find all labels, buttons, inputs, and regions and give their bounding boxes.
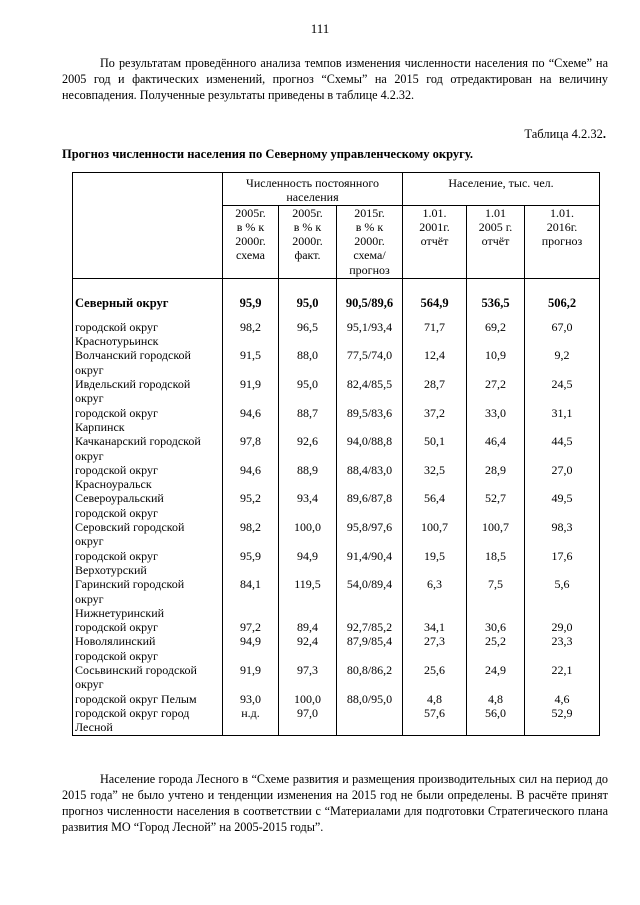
header-empty-cell	[73, 173, 223, 279]
value: 84,1	[240, 577, 261, 592]
value: 69,2	[485, 319, 506, 334]
value-cell	[403, 463, 467, 492]
table-row	[73, 377, 600, 406]
value: 30,6	[485, 619, 506, 634]
value: 91,9	[240, 663, 261, 678]
district-name: Новолялинский	[75, 634, 156, 649]
value-cell	[337, 634, 403, 663]
value: 93,0	[240, 691, 261, 706]
value: 95,2	[240, 491, 261, 506]
table-row	[73, 663, 600, 692]
value-cell	[467, 663, 525, 692]
value: 54,0/89,4	[346, 577, 393, 592]
value: 18,5	[485, 548, 506, 563]
value-cell	[337, 577, 403, 606]
value-cell	[337, 491, 403, 520]
value-cell	[337, 377, 403, 406]
value-cell	[467, 606, 525, 635]
header-col-line: в % к	[293, 219, 322, 234]
header-col-5	[467, 205, 525, 278]
value-cell	[223, 491, 279, 520]
value-cell	[467, 692, 525, 706]
header-col-line: 1.01.	[422, 205, 447, 220]
value: 24,5	[551, 377, 573, 392]
district-name: округ	[75, 362, 104, 377]
header-col-line: 2016г.	[546, 219, 578, 234]
district-name: Красноуральск	[75, 477, 152, 492]
value-cell	[403, 491, 467, 520]
value-cell	[467, 434, 525, 463]
value: 46,4	[485, 434, 506, 449]
value: 89,4	[297, 619, 318, 634]
value-cell	[223, 606, 279, 635]
value: 98,2	[240, 520, 261, 535]
value-cell	[403, 434, 467, 463]
district-name: городской округ	[75, 505, 158, 520]
value: 80,8/86,2	[346, 663, 393, 678]
value-cell	[467, 491, 525, 520]
value: 49,5	[551, 491, 573, 506]
value-cell	[223, 320, 279, 349]
value: 87,9/85,4	[346, 634, 393, 649]
value-cell	[223, 692, 279, 706]
header-col-line: прогноз	[349, 262, 390, 277]
district-name-cell	[73, 406, 223, 435]
value: 71,7	[424, 319, 445, 334]
district-name: Лесной	[75, 720, 113, 735]
value: 88,0/95,0	[346, 691, 393, 706]
value: н.д.	[241, 705, 260, 720]
value: 95,9	[240, 548, 261, 563]
district-name-cell	[73, 434, 223, 463]
value-cell	[467, 520, 525, 549]
value: 88,4/83,0	[346, 462, 393, 477]
header-col-line: 1.01.	[550, 205, 574, 220]
value-cell	[279, 549, 337, 578]
table-row	[73, 520, 600, 549]
value: 97,0	[297, 705, 318, 720]
value-cell	[337, 406, 403, 435]
value-cell	[403, 634, 467, 663]
value-cell	[279, 706, 337, 735]
value: 12,4	[424, 348, 445, 363]
value: 34,1	[424, 619, 445, 634]
value: 94,6	[240, 462, 261, 477]
header-col-line: 2000г.	[235, 234, 266, 249]
value: 27,0	[551, 462, 573, 477]
value: 95,1/93,4	[346, 319, 393, 334]
district-name: Гаринский городской	[75, 577, 185, 592]
header-col-2	[279, 205, 337, 278]
value: 89,5/83,6	[346, 405, 393, 420]
district-name: городской округ город	[75, 705, 190, 720]
table-row	[73, 692, 600, 706]
header-col-line: схема/	[353, 248, 386, 263]
header-col-line: 2000г.	[354, 234, 385, 249]
value: 97,2	[240, 619, 261, 634]
value-cell	[223, 706, 279, 735]
value-cell	[337, 520, 403, 549]
header-col-line: в % к	[236, 219, 265, 234]
district-name: Волчанский городской	[75, 348, 191, 363]
district-name: Верхотурский	[75, 562, 147, 577]
header-col-line: отчёт	[420, 234, 449, 249]
value-cell	[279, 577, 337, 606]
value: 88,9	[297, 462, 318, 477]
table-row	[73, 348, 600, 377]
district-name: городской округ	[75, 319, 158, 334]
district-name: округ	[75, 677, 104, 692]
district-name: округ	[75, 534, 104, 549]
value-cell	[525, 663, 600, 692]
value: 100,0	[294, 520, 321, 535]
value-cell	[223, 377, 279, 406]
header-group-population-thousands: Население, тыс. чел.	[403, 173, 600, 206]
header-col-1	[223, 205, 279, 278]
district-name-cell	[73, 520, 223, 549]
header-col-line: прогноз	[541, 234, 583, 249]
district-name: городской округ	[75, 620, 158, 635]
value-cell	[525, 348, 600, 377]
value: 25,2	[485, 634, 506, 649]
header-group-resident-population: Численность постоянного населения	[223, 173, 403, 206]
value-cell	[467, 706, 525, 735]
value-cell	[337, 663, 403, 692]
value-cell	[279, 320, 337, 349]
value-cell	[279, 434, 337, 463]
district-name-cell	[73, 634, 223, 663]
value-cell	[467, 634, 525, 663]
value: 94,9	[240, 634, 261, 649]
table-row	[73, 549, 600, 578]
value-cell	[223, 520, 279, 549]
district-name: городской округ	[75, 648, 158, 663]
value: 91,5	[240, 348, 261, 363]
value: 98,2	[240, 319, 261, 334]
value: 29,0	[551, 619, 573, 634]
value: 50,1	[424, 434, 445, 449]
district-name: Краснотурьинск	[75, 334, 159, 349]
value: 28,9	[485, 462, 506, 477]
table-row	[73, 434, 600, 463]
value-cell	[525, 278, 600, 320]
intro-paragraph: По результатам проведённого анализа темпов изменения численности населения по “Схеме” на 2005 год и фактических изменений, прогноз “Схемы” на 2015 год отредактирован на величину несовпадения. Полученные результаты приведены в таблице 4.2.32.	[62, 56, 608, 102]
value-cell	[525, 520, 600, 549]
value: 82,4/85,5	[346, 377, 393, 392]
district-name-cell	[73, 663, 223, 692]
value-cell	[467, 406, 525, 435]
value: 92,7/85,2	[346, 619, 393, 634]
value-cell	[403, 406, 467, 435]
value: 56,0	[485, 705, 506, 720]
value-cell	[525, 706, 600, 735]
table-row	[73, 406, 600, 435]
district-name: Карпинск	[75, 419, 125, 434]
table-row	[73, 634, 600, 663]
value: 95,0	[296, 295, 319, 310]
value: 22,1	[551, 663, 573, 678]
value: 4,8	[427, 691, 442, 706]
value: 28,7	[424, 377, 445, 392]
value-cell	[279, 692, 337, 706]
value: 19,5	[424, 548, 445, 563]
value: 97,3	[297, 663, 318, 678]
value-cell	[279, 406, 337, 435]
value-cell	[525, 549, 600, 578]
value-cell	[403, 577, 467, 606]
value-cell	[525, 377, 600, 406]
value-cell	[525, 692, 600, 706]
table-row	[73, 463, 600, 492]
value: 4,8	[488, 691, 503, 706]
value-cell	[467, 320, 525, 349]
header-row-groups	[73, 173, 600, 206]
value: 94,6	[240, 405, 261, 420]
district-name: Серовский городской	[75, 520, 185, 535]
value-cell	[279, 491, 337, 520]
district-name: Северный округ	[75, 295, 169, 310]
value-cell	[279, 278, 337, 320]
value: 25,6	[424, 663, 445, 678]
value-cell	[525, 606, 600, 635]
header-col-6	[525, 205, 600, 278]
value: 27,3	[424, 634, 445, 649]
table-row	[73, 577, 600, 606]
value-cell	[337, 278, 403, 320]
page-number: 111	[310, 21, 330, 36]
value-cell	[403, 549, 467, 578]
table-row	[73, 606, 600, 635]
district-name-cell	[73, 606, 223, 635]
value: 92,4	[297, 634, 318, 649]
value-cell	[223, 663, 279, 692]
value: 52,7	[485, 491, 506, 506]
district-name-cell	[73, 577, 223, 606]
header-col-line: 2005г.	[235, 205, 266, 220]
value: 93,4	[297, 491, 318, 506]
value-cell	[467, 348, 525, 377]
value-cell	[223, 577, 279, 606]
value-cell	[223, 278, 279, 320]
table-row	[73, 320, 600, 349]
value-cell	[337, 348, 403, 377]
value: 17,6	[551, 548, 573, 563]
value-cell	[337, 463, 403, 492]
value-cell	[337, 549, 403, 578]
value-cell	[337, 320, 403, 349]
district-name: Нижнетуринский	[75, 605, 165, 620]
value: 89,6/87,8	[346, 491, 393, 506]
value: 94,0/88,8	[346, 434, 393, 449]
header-col-line: 2000г.	[292, 234, 323, 249]
value-cell	[279, 377, 337, 406]
value-cell	[403, 692, 467, 706]
header-col-line: 2005 г.	[478, 219, 513, 234]
district-name: Североуральский	[75, 491, 164, 506]
table-title: Прогноз численности населения по Северному управленческому округу.	[62, 147, 473, 161]
value: 32,5	[424, 462, 445, 477]
value-cell	[279, 663, 337, 692]
district-name: округ	[75, 591, 104, 606]
header-col-line: отчёт	[481, 234, 510, 249]
value: 10,9	[485, 348, 506, 363]
value-cell	[337, 434, 403, 463]
value-cell	[467, 377, 525, 406]
value-cell	[223, 634, 279, 663]
value-cell	[403, 320, 467, 349]
value-cell	[525, 491, 600, 520]
value: 6,3	[427, 577, 442, 592]
value: 96,5	[297, 319, 318, 334]
district-name-cell	[73, 377, 223, 406]
district-name: округ	[75, 391, 104, 406]
value-cell	[525, 577, 600, 606]
value: 52,9	[551, 705, 573, 720]
value-cell	[279, 634, 337, 663]
district-name-cell	[73, 348, 223, 377]
value: 100,7	[421, 520, 448, 535]
value: 90,5/89,6	[345, 295, 394, 310]
district-name-cell	[73, 706, 223, 735]
table-label	[524, 127, 606, 142]
value-cell	[525, 634, 600, 663]
value-cell	[525, 406, 600, 435]
table-label-dot: .	[602, 127, 606, 141]
header-col-3	[337, 205, 403, 278]
header-col-line: 2001г.	[419, 219, 450, 234]
value-cell	[403, 377, 467, 406]
value-cell	[403, 706, 467, 735]
value-cell	[467, 278, 525, 320]
value: 92,6	[297, 434, 318, 449]
value: 97,8	[240, 434, 261, 449]
district-name: округ	[75, 448, 104, 463]
header-col-line: в % к	[355, 219, 384, 234]
value: 57,6	[424, 705, 445, 720]
value-cell	[525, 434, 600, 463]
value: 95,9	[239, 295, 262, 310]
value: 7,5	[488, 577, 503, 592]
value: 24,9	[485, 663, 506, 678]
district-name-cell	[73, 278, 223, 320]
table-row	[73, 491, 600, 520]
value: 37,2	[424, 405, 445, 420]
value: 31,1	[551, 405, 573, 420]
value: 4,6	[554, 691, 570, 706]
value-cell	[223, 434, 279, 463]
district-name: городской округ	[75, 548, 158, 563]
value: 119,5	[294, 577, 321, 592]
value: 564,9	[420, 295, 449, 310]
value: 100,0	[294, 691, 321, 706]
header-col-line: факт.	[294, 248, 321, 263]
district-name: городской округ	[75, 462, 158, 477]
district-name: городской округ Пелым	[75, 691, 197, 706]
district-name-cell	[73, 491, 223, 520]
district-name: городской округ	[75, 405, 158, 420]
value: 506,2	[547, 295, 577, 310]
value-cell	[279, 348, 337, 377]
value-cell	[337, 606, 403, 635]
value-cell	[525, 320, 600, 349]
value: 77,5/74,0	[346, 348, 393, 363]
value: 27,2	[485, 377, 506, 392]
value-cell	[223, 406, 279, 435]
value-cell	[467, 549, 525, 578]
value: 56,4	[424, 491, 445, 506]
value: 91,9	[240, 377, 261, 392]
value: 536,5	[481, 295, 510, 310]
value: 88,0	[297, 348, 318, 363]
value-cell	[525, 463, 600, 492]
value-cell	[279, 520, 337, 549]
table-body	[73, 173, 600, 736]
value: 91,4/90,4	[346, 548, 393, 563]
value: 88,7	[297, 405, 318, 420]
value-cell	[403, 663, 467, 692]
header-col-line: 2015г.	[354, 205, 385, 220]
value: 94,9	[297, 548, 318, 563]
value-cell	[403, 278, 467, 320]
value-cell	[223, 463, 279, 492]
district-name-cell	[73, 692, 223, 706]
population-table	[72, 172, 600, 736]
value-cell	[223, 549, 279, 578]
value-cell	[403, 348, 467, 377]
district-name-cell	[73, 549, 223, 578]
value: 95,0	[297, 377, 318, 392]
value-cell	[223, 348, 279, 377]
value-cell	[467, 577, 525, 606]
value-cell	[279, 606, 337, 635]
header-col-4	[403, 205, 467, 278]
district-name-cell	[73, 320, 223, 349]
value: 98,3	[551, 520, 573, 535]
value: 44,5	[551, 434, 573, 449]
header-col-line: схема	[235, 248, 266, 263]
value: 33,0	[485, 405, 506, 420]
value: 67,0	[551, 319, 573, 334]
value: 9,2	[554, 348, 570, 363]
value-cell	[337, 706, 403, 735]
value-cell	[279, 463, 337, 492]
value: 23,3	[551, 634, 573, 649]
district-name: Качканарский городской	[75, 434, 201, 449]
table-label-text: Таблица 4.2.32	[524, 127, 603, 141]
value: 100,7	[482, 520, 509, 535]
table-row	[73, 706, 600, 735]
value-cell	[403, 606, 467, 635]
header-col-line: 2005г.	[292, 205, 323, 220]
district-name-cell	[73, 463, 223, 492]
header-col-line: 1.01	[485, 205, 506, 220]
district-name: Сосьвинский городской	[75, 663, 197, 678]
district-name: Ивдельский городской	[75, 377, 191, 392]
value-cell	[467, 463, 525, 492]
value-cell	[337, 692, 403, 706]
table-row-total	[73, 278, 600, 320]
closing-paragraph: Население города Лесного в “Схеме развития и размещения производительных сил на период до 2015 года” не было учтено и тенденции изменения на 2015 год не были определены. В расчёте принят прогноз численности населения в соответствии с “Материалами для подготовки Стратегического плана развития МО “Город Лесной” на 2005-2015 годы”.	[62, 772, 608, 834]
value: 5,6	[554, 577, 570, 592]
value-cell	[403, 520, 467, 549]
value: 95,8/97,6	[346, 520, 393, 535]
